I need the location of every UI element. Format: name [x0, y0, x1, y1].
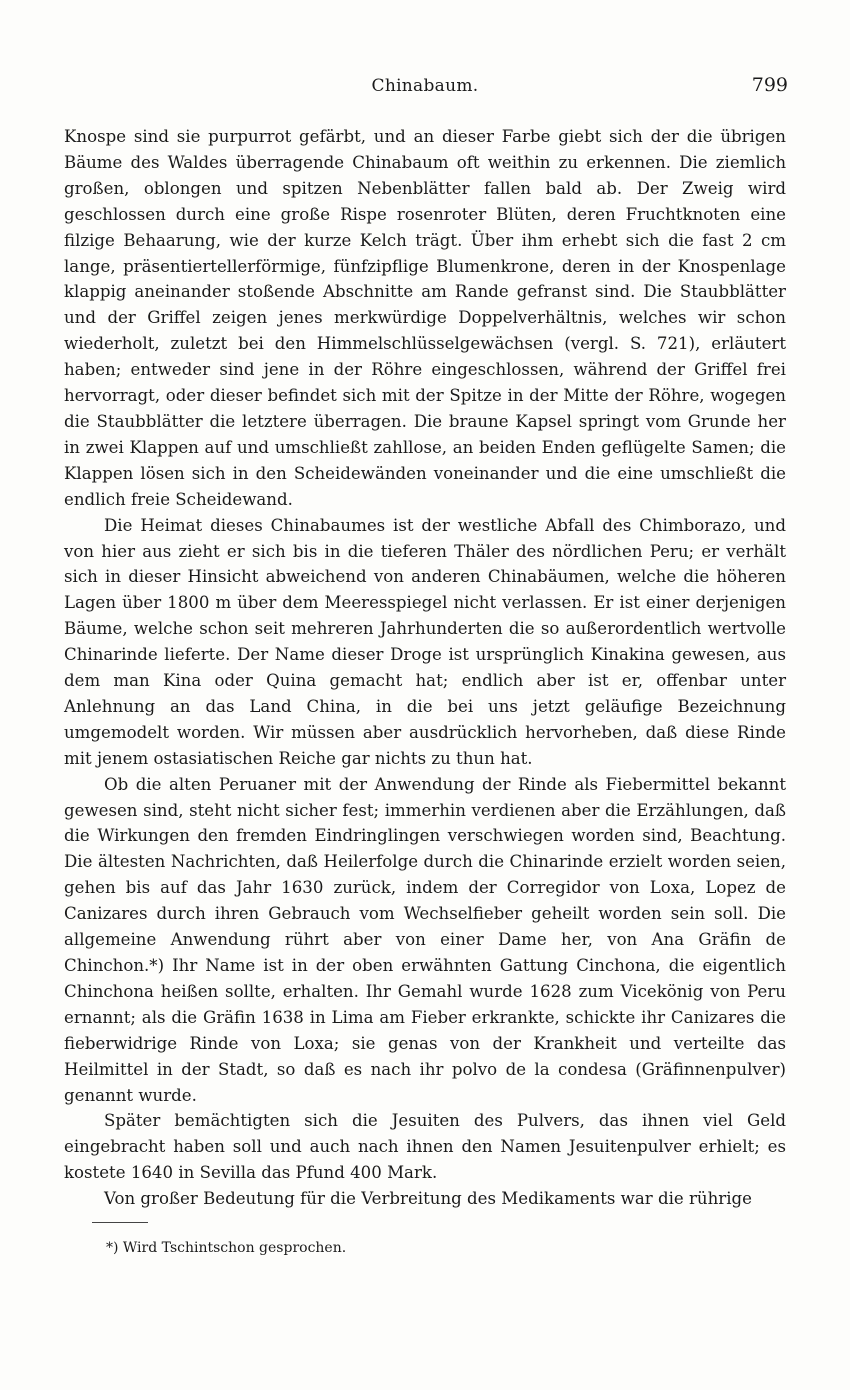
paragraph: Ob die alten Peruaner mit der Anwendung der Rinde als Fiebermittel bekannt gewesen sind, steht nicht sicher fest; immerhin verdienen aber die Erzählungen, daß die Wirkungen den fremden Eindringlingen verschwiegen worden sind, Beachtung. Die ältesten Nachrichten, daß Heilerfolge durch die Chinarinde erzielt worden seien, gehen bis auf das Jahr 1630 zurück, indem der Corregidor von Loxa, Lopez de Canizares durch ihren Gebrauch vom Wechselfieber geheilt worden sein soll. Die allgemeine Anwendung rührt aber von einer Dame her, von Ana Gräfin de Chinchon.*) Ihr Name ist in der oben erwähnten Gattung Cinchona, die eigentlich Chinchona heißen sollte, erhalten. Ihr Gemahl wurde 1628 zum Vicekönig von Peru ernannt; als die Gräfin 1638 in Lima am Fieber erkrankte, schickte ihr Canizares die fieberwidrige Rinde von Loxa; sie genas von der Krankheit und verteilte das Heilmittel in der Stadt, so daß es nach ihr polvo de la condesa (Gräfinnenpulver) genannt wurde. — [64, 774, 786, 1105]
footnote-divider — [92, 1222, 148, 1223]
footnote: *) Wird Tschintschon gesprochen. — [106, 1240, 347, 1256]
paragraph: Die Heimat dieses Chinabaumes ist der westliche Abfall des Chimborazo, und von hier aus zieht er sich bis in die tieferen Thäler des nördlichen Peru; er verhält sich in dieser Hinsicht abweichend von anderen Chinabäumen, welche die höheren Lagen über 1800 m über dem Meeresspiegel nicht verlassen. Er ist einer derjenigen Bäume, welche schon seit mehreren Jahrhunderten die so außerordentlich wertvolle Chinarinde lieferte. Der Name dieser Droge ist ursprünglich Kinakina gewesen, aus dem man Kina oder Quina gemacht hat; endlich aber ist er, offenbar unter Anlehnung an das Land China, in die bei uns jetzt geläufige Bezeichnung umgemodelt worden. Wir müssen aber ausdrücklich hervorheben, daß diese Rinde mit jenem ostasiatischen Reiche gar nichts zu thun hat. — [64, 515, 786, 768]
page-number: 799 — [751, 74, 788, 96]
paragraph: Knospe sind sie purpurrot gefärbt, und an dieser Farbe giebt sich der die übrigen Bäume des Waldes überragende Chinabaum oft weithin zu erkennen. Die ziemlich großen, oblongen und spitzen Nebenblätter fallen bald ab. Der Zweig wird geschlossen durch eine große Rispe rosenroter Blüten, deren Fruchtknoten eine filzige Behaarung, wie der kurze Kelch trägt. Über ihm erhebt sich die fast 2 cm lange, präsentiertellerförmige, fünfzipflige Blumenkrone, deren in der Knospenlage klappig aneinander stoßende Abschnitte am Rande gefranst sind. Die Staubblätter und der Griffel zeigen jenes merkwürdige Doppelverhältnis, welches wir schon wiederholt, zuletzt bei den Himmelschlüsselgewächsen (vergl. S. 721), erläutert haben; entweder sind jene in der Röhre eingeschlossen, während der Griffel frei hervorragt, oder dieser befindet sich mit der Spitze in der Mitte der Röhre, wogegen die Staubblätter die letztere überragen. Die braune Kapsel springt vom Grunde her in zwei Klappen auf und umschließt zahllose, an beiden Enden geflügelte Samen; die Klappen lösen sich in den Scheidewänden voneinander und die eine umschließt die endlich freie Scheidewand. — [64, 127, 786, 509]
paragraph: Später bemächtigten sich die Jesuiten des Pulvers, das ihnen viel Geld eingebracht haben soll und auch nach ihnen den Namen Jesuitenpulver erhielt; es kostete 1640 in Sevilla das Pfund 400 Mark. — [64, 1111, 786, 1183]
running-title: Chinabaum. — [371, 76, 479, 96]
paragraph: Von großer Bedeutung für die Verbreitung des Medikaments war die rührige — [104, 1189, 752, 1209]
body-text — [64, 124, 786, 1212]
